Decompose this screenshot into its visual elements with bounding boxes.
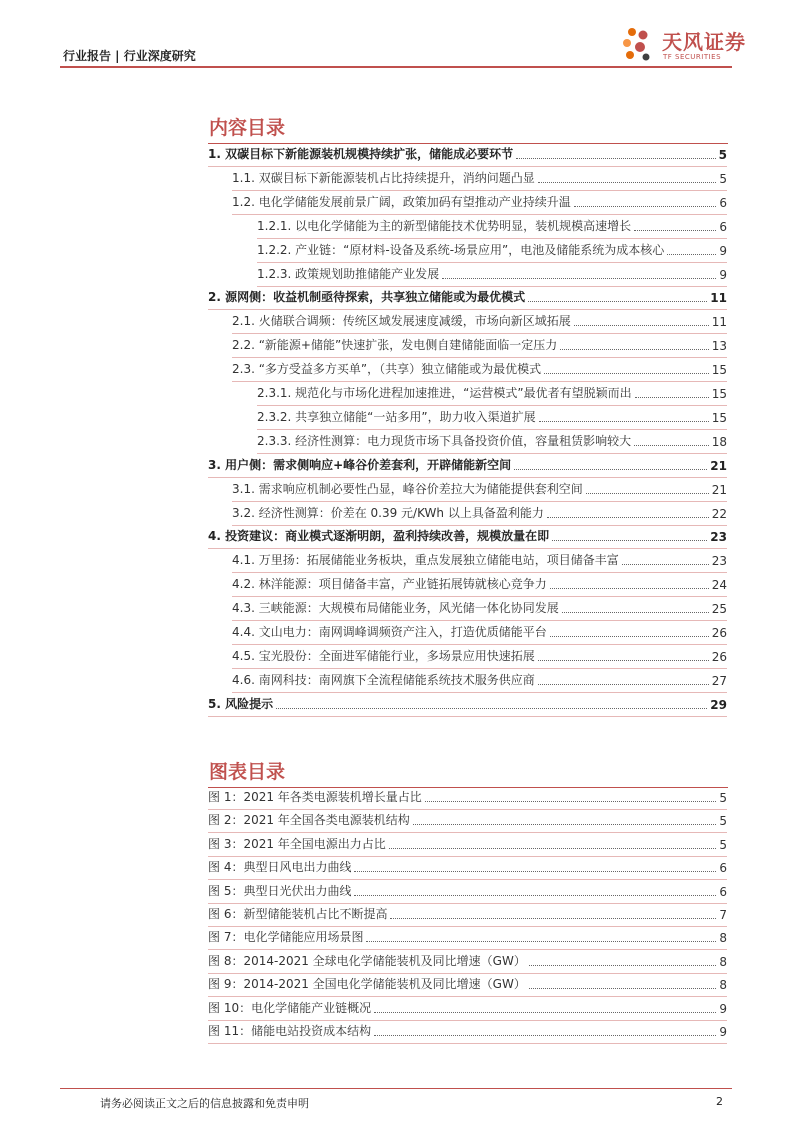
brand-name: 天风证券 bbox=[662, 30, 746, 54]
toc-entry-rule bbox=[208, 309, 727, 310]
tf-securities-logo-icon bbox=[620, 26, 658, 64]
toc-dot-leader bbox=[562, 612, 709, 613]
toc-entry[interactable] bbox=[232, 575, 727, 592]
toc-entry-page: 21 bbox=[710, 458, 727, 473]
toc-dot-leader bbox=[544, 373, 709, 374]
toc-entry-rule bbox=[257, 429, 727, 430]
fig-dot-leader bbox=[390, 918, 716, 919]
toc-entry[interactable] bbox=[257, 265, 727, 282]
fig-entry-page: 8 bbox=[719, 954, 727, 969]
toc-entry-rule bbox=[232, 381, 727, 382]
fig-dot-leader bbox=[529, 988, 717, 989]
toc-entry-rule bbox=[257, 238, 727, 239]
toc-entry-label: 1. 双碳目标下新能源装机规模持续扩张，储能成必要环节 bbox=[208, 147, 514, 161]
toc-entry-rule bbox=[257, 286, 727, 287]
fig-entry[interactable] bbox=[208, 788, 727, 805]
fig-entry-rule bbox=[208, 973, 727, 974]
fig-entry-rule bbox=[208, 949, 727, 950]
toc-entry-label: 4.5. 宝光股份：全面进军储能行业，多场景应用快速拓展 bbox=[232, 648, 535, 663]
toc-entry-label: 4.1. 万里扬：拓展储能业务板块，重点发展独立储能电站，项目储备丰富 bbox=[232, 553, 619, 568]
fig-entry-label: 图 6：新型储能装机占比不断提高 bbox=[208, 907, 388, 921]
fig-entry-label: 图 2：2021 年全国各类电源装机结构 bbox=[208, 813, 410, 828]
fig-entry-page: 6 bbox=[719, 861, 727, 876]
toc-entry-rule bbox=[232, 692, 727, 693]
toc-entry-page: 9 bbox=[719, 243, 727, 258]
toc-entry-page: 11 bbox=[710, 291, 727, 306]
fig-entry-label: 图 9：2014-2021 全国电化学储能装机及同比增速（GW） bbox=[208, 977, 526, 992]
toc-dot-leader bbox=[586, 493, 709, 494]
toc-entry-rule bbox=[232, 596, 727, 597]
fig-entry-rule bbox=[208, 996, 727, 997]
fig-entry-page: 7 bbox=[719, 908, 727, 922]
toc-entry-page: 23 bbox=[710, 530, 727, 545]
toc-entry-label: 2.1. 火储联合调频：传统区域发展速度减缓，市场向新区域拓展 bbox=[232, 314, 571, 329]
toc-entry[interactable] bbox=[208, 288, 727, 305]
toc-entry-rule bbox=[232, 525, 727, 526]
toc-entry-rule bbox=[232, 501, 727, 502]
footer-divider bbox=[60, 1088, 732, 1089]
toc-entry-page: 15 bbox=[711, 363, 727, 378]
toc-entry-label: 4.2. 林洋能源：项目储备丰富，产业链拓展铸就核心竞争力 bbox=[232, 577, 547, 592]
toc-entry-page: 5 bbox=[719, 171, 727, 186]
toc-entry-label: 2.3.1. 规范化与市场化进程加速推进，“运营模式”最优者有望脱颖而出 bbox=[257, 386, 632, 400]
toc-entry-page: 22 bbox=[711, 506, 727, 521]
toc-entry-label: 1.2.2. 产业链：“原材料-设备及系统-场景应用”，电池及储能系统为成本核心 bbox=[257, 242, 665, 257]
toc-entry[interactable] bbox=[232, 599, 727, 616]
fig-dot-leader bbox=[366, 941, 716, 942]
fig-entry-label: 图 10：电化学储能产业链概况 bbox=[208, 1000, 372, 1015]
toc-dot-leader bbox=[442, 278, 716, 279]
fig-entry-label: 图 3：2021 年全国电源出力占比 bbox=[208, 836, 386, 851]
toc-dot-leader bbox=[539, 421, 709, 422]
fig-entry-rule bbox=[208, 832, 727, 833]
fig-entry-label: 图 7：电化学储能应用场景图 bbox=[208, 930, 364, 945]
fig-entry-rule bbox=[208, 809, 727, 810]
toc-entry[interactable] bbox=[208, 527, 727, 544]
toc-dot-leader bbox=[622, 564, 709, 565]
toc-entry[interactable] bbox=[232, 551, 727, 568]
toc-entry-label: 4.4. 文山电力：南网调峰调频资产注入，打造优质储能平台 bbox=[232, 625, 547, 639]
toc-entry[interactable] bbox=[257, 432, 727, 449]
toc-dot-leader bbox=[552, 540, 707, 541]
toc-dot-leader bbox=[547, 517, 709, 518]
toc-entry-label: 3. 用户侧：需求侧响应+峰谷价差套利，开辟储能新空间 bbox=[208, 457, 512, 472]
toc-dot-leader bbox=[550, 588, 709, 589]
toc-entry-label: 2.2. “新能源+储能”快速扩张，发电侧自建储能面临一定压力 bbox=[232, 338, 558, 353]
page-number: 2 bbox=[716, 1095, 723, 1108]
fig-entry-rule bbox=[208, 926, 727, 927]
fig-dot-leader bbox=[413, 824, 717, 825]
fig-entry[interactable] bbox=[208, 1022, 727, 1039]
fig-entry-label: 图 1：2021 年各类电源装机增长量占比 bbox=[208, 790, 422, 804]
toc-entry-page: 26 bbox=[711, 649, 727, 664]
fig-entry-page: 5 bbox=[719, 791, 727, 805]
fig-entry[interactable] bbox=[208, 835, 727, 852]
toc-dot-leader bbox=[276, 708, 707, 709]
toc-entry-page: 23 bbox=[711, 554, 727, 569]
toc-entry-rule bbox=[232, 644, 727, 645]
fig-entry-rule bbox=[208, 903, 727, 904]
fig-entry-page: 5 bbox=[719, 814, 727, 829]
toc-entry-rule bbox=[232, 572, 727, 573]
toc-dot-leader bbox=[538, 182, 717, 183]
toc-entry-rule bbox=[257, 453, 727, 454]
toc-dot-leader bbox=[516, 158, 716, 159]
fig-entry-label: 图 5：典型日光伏出力曲线 bbox=[208, 883, 352, 898]
header-divider bbox=[60, 66, 732, 68]
toc-entry-page: 5 bbox=[718, 148, 727, 162]
toc-entry[interactable] bbox=[257, 384, 727, 401]
toc-dot-leader bbox=[550, 636, 709, 637]
fig-dot-leader bbox=[389, 848, 717, 849]
toc-title: 内容目录 bbox=[209, 117, 286, 139]
fig-entry[interactable] bbox=[208, 882, 727, 899]
toc-dot-leader bbox=[538, 684, 709, 685]
toc-entry-page: 11 bbox=[711, 315, 727, 330]
toc-dot-leader bbox=[560, 349, 709, 350]
toc-entry-label: 1.2.1. 以电化学储能为主的新型储能技术优势明显，装机规模高速增长 bbox=[257, 218, 632, 233]
fig-entry-page: 9 bbox=[719, 1001, 727, 1016]
toc-entry-label: 1.2.3. 政策规划助推储能产业发展 bbox=[257, 266, 440, 281]
toc-dot-leader bbox=[514, 469, 707, 470]
toc-dot-leader bbox=[634, 445, 709, 446]
fig-entry[interactable] bbox=[208, 999, 727, 1016]
fig-dot-leader bbox=[529, 965, 717, 966]
toc-dot-leader bbox=[667, 254, 716, 255]
toc-entry-label: 2.3. “多方受益多方买单”，（共享）独立储能或为最优模式 bbox=[232, 362, 542, 377]
toc-entry-rule bbox=[232, 190, 727, 191]
toc-entry-rule bbox=[208, 548, 727, 549]
toc-entry-label: 1.1. 双碳目标下新能源装机占比持续提升，消纳问题凸显 bbox=[232, 170, 535, 185]
toc-entry-page: 13 bbox=[711, 339, 727, 354]
toc-entry-label: 4.3. 三峡能源：大规模布局储能业务，风光储一体化协同发展 bbox=[232, 601, 559, 616]
toc-entry-page: 21 bbox=[711, 482, 727, 497]
fig-entry-page: 9 bbox=[719, 1025, 727, 1039]
toc-entry-label: 2. 源网侧：收益机制亟待探索，共享独立储能或为最优模式 bbox=[208, 290, 526, 305]
toc-entry[interactable] bbox=[257, 408, 727, 425]
toc-dot-leader bbox=[635, 397, 709, 398]
toc-entry[interactable] bbox=[257, 217, 727, 234]
toc-entry-rule bbox=[232, 620, 727, 621]
toc-entry[interactable] bbox=[232, 623, 727, 640]
toc-entry[interactable] bbox=[208, 456, 727, 473]
fig-entry-rule bbox=[208, 879, 727, 880]
toc-entry-rule bbox=[257, 262, 727, 263]
toc-entry-page: 9 bbox=[719, 267, 727, 282]
toc-entry-label: 5. 风险提示 bbox=[208, 696, 274, 711]
toc-entry-rule bbox=[208, 716, 727, 717]
fig-entry-rule bbox=[208, 856, 727, 857]
figures-title: 图表目录 bbox=[209, 761, 286, 783]
fig-entry[interactable] bbox=[208, 952, 727, 969]
toc-entry[interactable] bbox=[257, 241, 727, 258]
fig-entry[interactable] bbox=[208, 905, 727, 922]
fig-dot-leader bbox=[354, 871, 716, 872]
toc-entry-label: 2.3.3. 经济性测算：电力现货市场下具备投资价值，容量租赁影响较大 bbox=[257, 433, 632, 448]
fig-entry-page: 6 bbox=[719, 884, 727, 899]
toc-entry[interactable] bbox=[232, 169, 727, 186]
toc-entry-label: 3.2. 经济性测算：价差在 0.39 元/KWh 以上具备盈利能力 bbox=[232, 505, 544, 520]
header-label: 行业报告 | 行业深度研究 bbox=[63, 49, 196, 63]
fig-dot-leader bbox=[425, 801, 717, 802]
toc-entry[interactable] bbox=[232, 336, 727, 353]
fig-entry-label: 图 8：2014-2021 全球电化学储能装机及同比增速（GW） bbox=[208, 953, 526, 968]
fig-entry-label: 图 4：典型日风电出力曲线 bbox=[208, 860, 352, 875]
toc-entry-page: 15 bbox=[711, 410, 727, 425]
fig-entry-page: 8 bbox=[719, 978, 727, 993]
brand-name-en: TF SECURITIES bbox=[663, 53, 722, 61]
fig-entry[interactable] bbox=[208, 858, 727, 875]
toc-entry-page: 26 bbox=[711, 626, 727, 640]
toc-entry[interactable] bbox=[232, 647, 727, 664]
toc-entry-rule bbox=[232, 357, 727, 358]
toc-title-rule bbox=[208, 143, 728, 144]
toc-entry-page: 18 bbox=[711, 434, 727, 449]
toc-entry[interactable] bbox=[232, 504, 727, 521]
toc-entry-rule bbox=[232, 333, 727, 334]
toc-dot-leader bbox=[634, 230, 716, 231]
toc-dot-leader bbox=[574, 206, 717, 207]
toc-entry-page: 25 bbox=[711, 602, 727, 617]
toc-entry-rule bbox=[232, 668, 727, 669]
toc-entry[interactable] bbox=[232, 193, 727, 210]
fig-entry-rule bbox=[208, 1020, 727, 1021]
fig-dot-leader bbox=[374, 1012, 716, 1013]
fig-entry-page: 5 bbox=[719, 837, 727, 852]
toc-entry[interactable] bbox=[232, 480, 727, 497]
toc-dot-leader bbox=[574, 325, 709, 326]
toc-dot-leader bbox=[538, 660, 709, 661]
toc-entry[interactable] bbox=[232, 360, 727, 377]
fig-dot-leader bbox=[374, 1035, 716, 1036]
toc-entry-rule bbox=[257, 405, 727, 406]
fig-entry[interactable] bbox=[208, 928, 727, 945]
toc-entry[interactable] bbox=[208, 145, 727, 162]
toc-entry-rule bbox=[232, 214, 727, 215]
toc-entry-page: 6 bbox=[719, 219, 727, 234]
toc-entry-label: 4.6. 南网科技：南网旗下全流程储能系统技术服务供应商 bbox=[232, 672, 535, 687]
logo bbox=[620, 26, 746, 66]
toc-dot-leader bbox=[528, 301, 707, 302]
fig-entry-page: 8 bbox=[719, 931, 727, 946]
fig-entry-rule bbox=[208, 1043, 727, 1044]
toc-entry-page: 24 bbox=[711, 578, 727, 593]
toc-entry-label: 4. 投资建议：商业模式逐渐明朗，盈利持续改善，规模放量在即 bbox=[208, 529, 550, 544]
toc-entry[interactable] bbox=[232, 671, 727, 688]
toc-entry-page: 15 bbox=[711, 387, 727, 401]
toc-entry[interactable] bbox=[208, 695, 727, 712]
toc-entry-rule bbox=[208, 166, 727, 167]
footer-disclaimer: 请务必阅读正文之后的信息披露和免责申明 bbox=[100, 1097, 309, 1110]
toc-entry-label: 3.1. 需求响应机制必要性凸显，峰谷价差拉大为储能提供套利空间 bbox=[232, 481, 583, 496]
fig-entry-label: 图 11：储能电站投资成本结构 bbox=[208, 1024, 372, 1038]
fig-entry[interactable] bbox=[208, 975, 727, 992]
toc-entry-label: 1.2. 电化学储能发展前景广阔，政策加码有望推动产业持续升温 bbox=[232, 194, 571, 209]
fig-dot-leader bbox=[354, 895, 716, 896]
toc-entry-page: 6 bbox=[719, 195, 727, 210]
toc-entry-page: 27 bbox=[711, 673, 727, 688]
fig-entry[interactable] bbox=[208, 811, 727, 828]
toc-entry-page: 29 bbox=[710, 697, 727, 712]
toc-entry-label: 2.3.2. 共享独立储能“一站多用”，助力收入渠道扩展 bbox=[257, 409, 536, 424]
toc-entry-rule bbox=[208, 477, 727, 478]
toc-entry[interactable] bbox=[232, 312, 727, 329]
